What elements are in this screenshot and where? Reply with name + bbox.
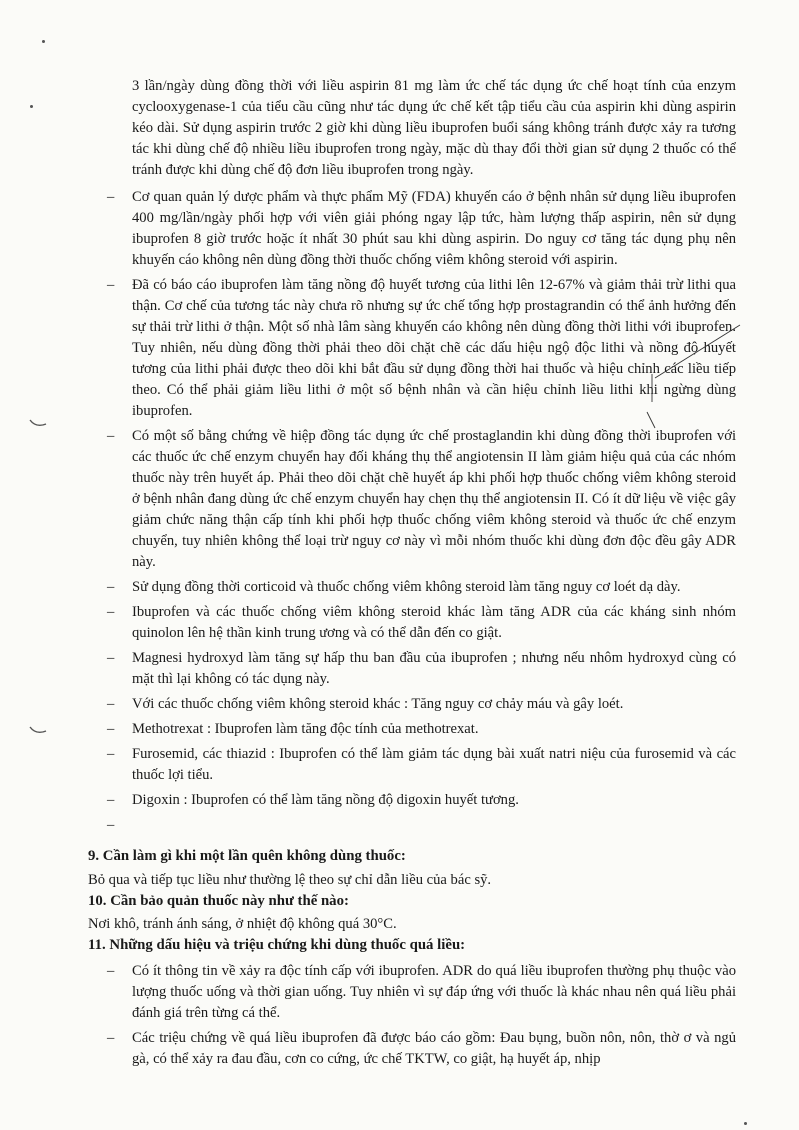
dash-bullet: – <box>107 650 115 666</box>
section-body-10: Nơi khô, tránh ánh sáng, ở nhiệt độ không quá 30°C. <box>88 916 397 932</box>
pen-check-mark <box>30 727 46 732</box>
list-item: – Với các thuốc chống viêm không steroid khác : Tăng nguy cơ chảy máu và gây loét. <box>0 694 799 715</box>
list-item: – Sử dụng đồng thời corticoid và thuốc chống viêm không steroid làm tăng nguy cơ loét dạ dày. <box>0 577 799 598</box>
section-heading-11: 11. Những dấu hiệu và triệu chứng khi dùng thuốc quá liều: <box>88 937 466 953</box>
scan-speck <box>744 1122 747 1125</box>
section-heading-9: 9. Cần làm gì khi một lần quên không dùng thuốc: <box>88 848 406 864</box>
dash-bullet: – <box>107 1030 115 1046</box>
list-item: – Ibuprofen và các thuốc chống viêm không steroid khác làm tăng ADR của các kháng sinh nhóm quinolon lên hệ thần kinh trung ương và có thể dẫn đến co giật. <box>107 604 736 641</box>
list-item: – Đã có báo cáo ibuprofen làm tăng nồng độ huyết tương của lithi lên 12-67% và giảm thải trừ lithi qua thận. Cơ chế của tương tác này chưa rõ nhưng sự ức chế tổng hợp prostagrandin có thể ảnh hưởng đến sự thải trừ lithi ở thận. Một số nhà lâm sàng khuyến cáo không nên dùng đồng thời lithi với ibuprofen. Tuy nhiên, nếu dùng đồng thời phải theo dõi chặt chẽ các dấu hiệu ngộ độc lithi và nồng độ huyết tương của lithi phải được theo dõi khi bắt đầu sử dụng đồng thời hai thuốc và hiệu chỉnh các liều tiếp theo. Có thể phải giảm liều lithi ở một số bệnh nhân và cần hiệu chỉnh liều lithi khi ngừng dùng ibuprofen. <box>107 277 736 419</box>
dash-bullet: – <box>107 963 115 979</box>
dash-bullet: – <box>107 746 115 762</box>
dash-bullet: – <box>107 579 115 595</box>
pen-stroke <box>655 325 740 378</box>
list-item: – Furosemid, các thiazid : Ibuprofen có thể làm giảm tác dụng bài xuất natri niệu của furosemid và các thuốc lợi tiểu. <box>107 746 736 783</box>
pen-check-mark <box>30 420 46 425</box>
dash-bullet: – <box>107 792 115 808</box>
pen-stroke <box>647 412 655 428</box>
dash-bullet: – <box>107 696 115 712</box>
list-item: – Methotrexat : Ibuprofen làm tăng độc tính của methotrexat. <box>0 719 799 740</box>
list-item: – Có một số bằng chứng về hiệp đồng tác dụng ức chế prostaglandin khi dùng đồng thời ibuprofen với các thuốc ức chế enzym chuyển hay đối kháng thụ thể angiotensin II làm giảm hiệu quả của các nhóm thuốc này trên huyết áp. Phải theo dõi chặt chẽ huyết áp khi phối hợp thuốc chống viêm không steroid ở bệnh nhân đang dùng ức chế enzym chuyển hay chẹn thụ thể angiotensin II. Có ít dữ liệu về việc gây giảm chức năng thận cấp tính khi phối hợp thuốc chống viêm không steroid và thuốc ức chế enzym chuyển, tuy nhiên không thể loại trừ nguy cơ này vì mỗi nhóm thuốc khi dùng đơn độc đều gây ADR này. <box>107 428 736 570</box>
scan-speck <box>30 105 33 108</box>
section-heading-10: 10. Cần bảo quản thuốc này như thế nào: <box>88 893 349 909</box>
dash-bullet: – <box>107 428 115 444</box>
list-item: – Các triệu chứng về quá liều ibuprofen đã được báo cáo gồm: Đau bụng, buồn nôn, nôn, thờ ơ và ngủ gà, có thể xảy ra đau đầu, cơn co cứng, ức chế TKTW, co giật, hạ huyết áp, nhịp <box>107 1030 736 1067</box>
dash-bullet: – <box>107 189 115 205</box>
continued-paragraph: 3 lần/ngày dùng đồng thời với liều aspirin 81 mg làm ức chế tác dụng ức chế hoạt tính của enzym cyclooxygenase-1 của tiểu cầu cũng như tác dụng ức chế kết tập tiểu cầu của aspirin khi dùng aspirin kéo dài. Sử dụng aspirin trước 2 giờ khi dùng liều ibuprofen buổi sáng không tránh được xảy ra tương tác khi dùng chế độ nhiều liều ibuprofen trong ngày, mặc dù thay đổi thời gian sử dụng 2 thuốc có thể tránh được khi dùng chế độ đơn liều ibuprofen trong ngày. <box>132 77 736 178</box>
list-item: – Cơ quan quản lý dược phẩm và thực phẩm Mỹ (FDA) khuyến cáo ở bệnh nhân sử dụng liều ibuprofen 400 mg/lần/ngày phối hợp với viên giải phóng ngay lập tức, hàm lượng thấp aspirin, nên sử dụng ibuprofen 8 giờ trước hoặc ít nhất 30 phút sau khi dùng aspirin. Do nguy cơ tăng tác dụng phụ nên khuyến cáo không nên dùng đồng thời thuốc chống viêm không steroid với aspirin. <box>107 189 736 268</box>
dash-bullet: – <box>107 721 115 737</box>
list-item: – Digoxin : Ibuprofen có thể làm tăng nồng độ digoxin huyết tương. <box>0 790 799 811</box>
dash-bullet: – <box>107 604 115 620</box>
list-item: – Có ít thông tin về xảy ra độc tính cấp với ibuprofen. ADR do quá liều ibuprofen thường phụ thuộc vào lượng thuốc uống và thời gian uống. Tuy nhiên vì sự đáp ứng với thuốc là khác nhau nên quá liều phải đánh giá trên từng cá thể. <box>107 963 736 1021</box>
section-body-9: Bỏ qua và tiếp tục liều như thường lệ theo sự chỉ dẫn liều của bác sỹ. <box>88 872 492 888</box>
scan-speck <box>42 40 45 43</box>
dash-bullet: – <box>107 277 115 293</box>
dash-bullet: – <box>107 817 115 833</box>
list-item: – Magnesi hydroxyd làm tăng sự hấp thu ban đầu của ibuprofen ; nhưng nếu nhôm hydroxyd cùng có mặt thì lại không có tác dụng này. <box>107 650 736 687</box>
